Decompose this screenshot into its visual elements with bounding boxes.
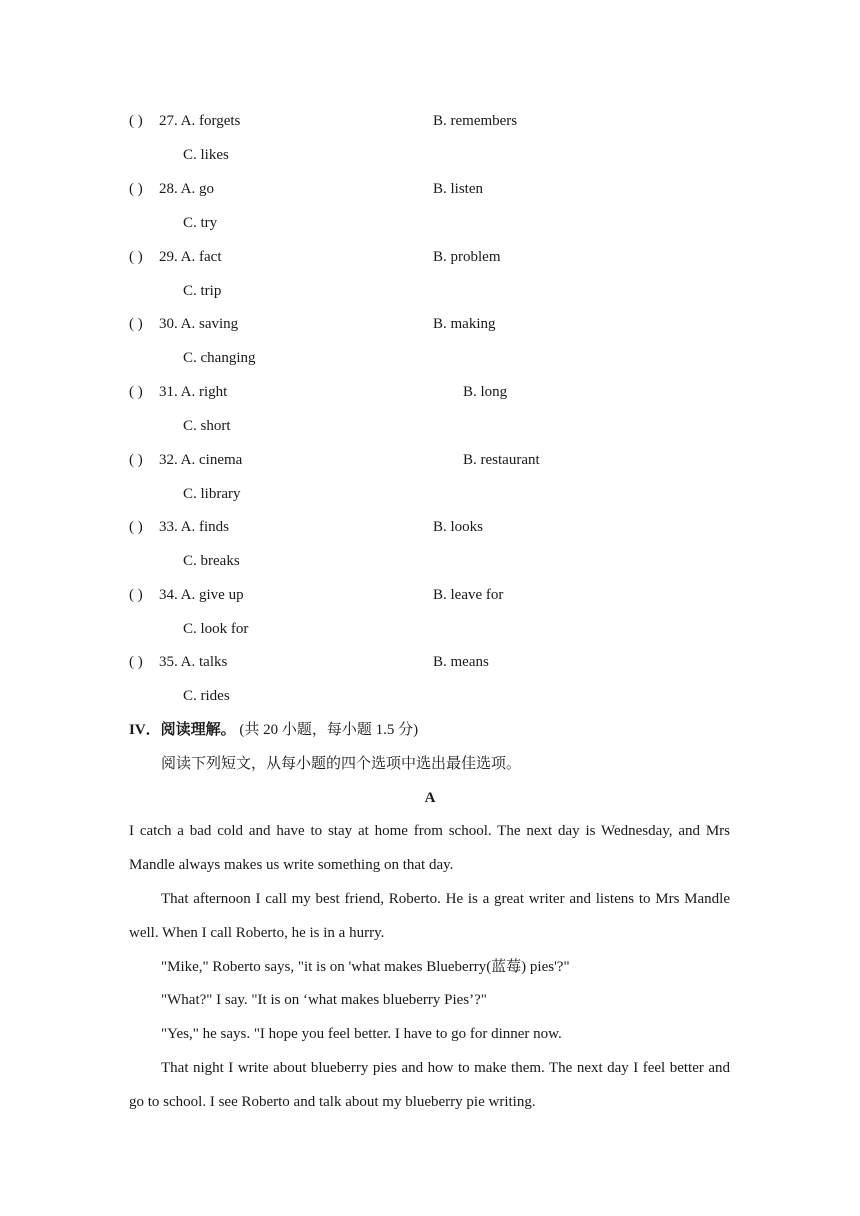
answer-blank: ( ) <box>129 587 143 603</box>
paragraph-4: "What?" I say. "It is on ‘what makes blueberry Pies’?" <box>161 992 487 1008</box>
paragraph-1-line-1: I catch a bad cold and have to stay at home from school. The next day is Wednesday, and Mrs <box>129 823 730 839</box>
answer-blank: ( ) <box>129 519 143 535</box>
paragraph-5: "Yes," he says. "I hope you feel better. I have to go for dinner now. <box>161 1026 562 1042</box>
question-28-option-b: B. listen <box>433 181 484 197</box>
question-28-option-a: 28. A. go <box>159 181 215 197</box>
question-27-option-c: C. likes <box>183 147 229 163</box>
question-34-option-a: 34. A. give up <box>159 587 244 603</box>
paragraph-6-line-1: That night I write about blueberry pies and how to make them. The next day I feel better and <box>161 1060 730 1076</box>
question-35-option-c: C. rides <box>183 688 230 704</box>
answer-blank: ( ) <box>129 316 143 332</box>
question-34-option-b: B. leave for <box>433 587 504 603</box>
paragraph-2-line-1: That afternoon I call my best friend, Roberto. He is a great writer and listens to Mrs Mandle <box>161 891 730 907</box>
question-30-option-c: C. changing <box>183 350 256 366</box>
passage-label: A <box>424 790 436 806</box>
question-29-option-a: 29. A. fact <box>159 249 222 265</box>
answer-blank: ( ) <box>129 452 143 468</box>
question-32-option-c: C. library <box>183 486 241 502</box>
paragraph-3: "Mike," Roberto says, "it is on 'what makes Blueberry(蓝莓) pies'?" <box>161 959 570 975</box>
question-31-option-a: 31. A. right <box>159 384 228 400</box>
answer-blank: ( ) <box>129 249 143 265</box>
answer-blank: ( ) <box>129 384 143 400</box>
question-32-option-a: 32. A. cinema <box>159 452 243 468</box>
question-31-option-b: B. long <box>463 384 508 400</box>
question-29-option-b: B. problem <box>433 249 501 265</box>
question-27-option-a: 27. A. forgets <box>159 113 241 129</box>
question-35-option-b: B. means <box>433 654 489 670</box>
paragraph-2-line-2: well. When I call Roberto, he is in a hurry. <box>129 925 385 941</box>
question-32-option-b: B. restaurant <box>463 452 540 468</box>
answer-blank: ( ) <box>129 654 143 670</box>
answer-blank: ( ) <box>129 113 143 129</box>
section-subtitle: (共 20 小题，每小题 1.5 分) <box>239 722 419 738</box>
question-30-option-b: B. making <box>433 316 496 332</box>
question-33-option-a: 33. A. finds <box>159 519 230 535</box>
question-31-option-c: C. short <box>183 418 231 434</box>
section-heading <box>129 720 418 740</box>
question-33-option-c: C. breaks <box>183 553 240 569</box>
answer-blank: ( ) <box>129 181 143 197</box>
question-33-option-b: B. looks <box>433 519 484 535</box>
paragraph-6-line-2: go to school. I see Roberto and talk about my blueberry pie writing. <box>129 1094 536 1110</box>
question-35-option-a: 35. A. talks <box>159 654 228 670</box>
section-instruction: 阅读下列短文，从每小题的四个选项中选出最佳选项。 <box>161 756 522 772</box>
question-28-option-c: C. try <box>183 215 218 231</box>
question-34-option-c: C. look for <box>183 621 249 637</box>
section-title: IV．阅读理解。 <box>129 722 236 738</box>
question-29-option-c: C. trip <box>183 283 222 299</box>
question-27-option-b: B. remembers <box>433 113 518 129</box>
paragraph-1-line-2: Mandle always makes us write something on that day. <box>129 857 454 873</box>
question-30-option-a: 30. A. saving <box>159 316 239 332</box>
